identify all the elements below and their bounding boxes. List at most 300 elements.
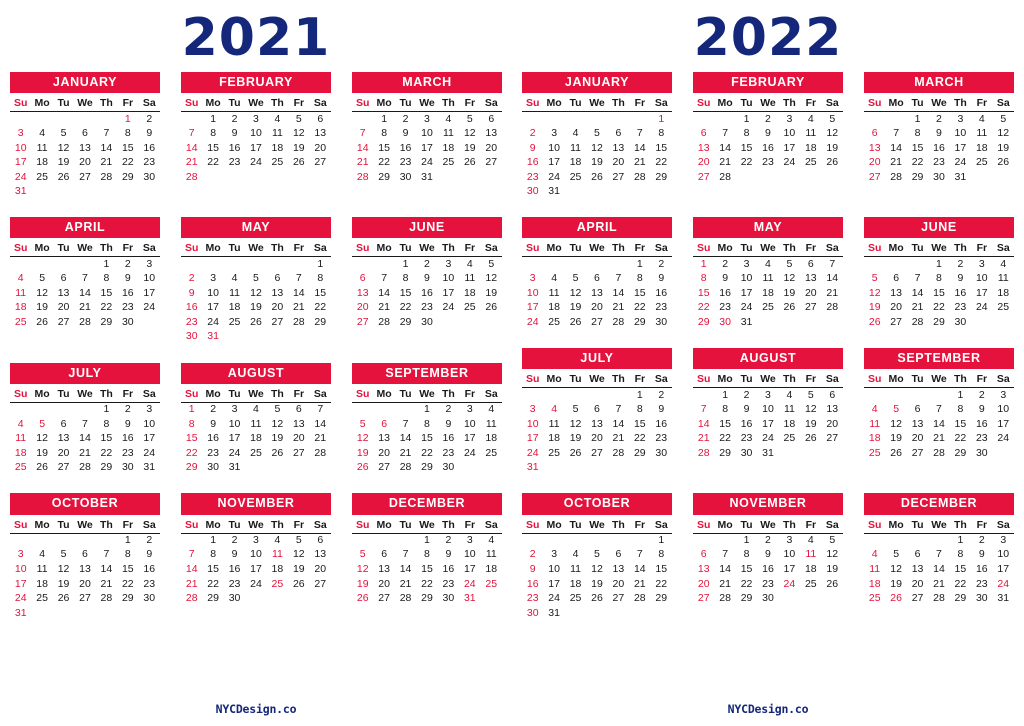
day-cell[interactable]: 12	[569, 417, 582, 430]
day-cell[interactable]: 6	[871, 127, 878, 140]
day-cell[interactable]: 4	[978, 112, 985, 125]
day-cell[interactable]: 25	[804, 577, 817, 590]
day-cell[interactable]: 11	[485, 417, 497, 430]
day-cell[interactable]: 5	[488, 257, 495, 270]
day-cell[interactable]: 25	[271, 577, 284, 590]
day-cell[interactable]: 1	[957, 388, 964, 401]
day-cell[interactable]: 23	[421, 301, 433, 314]
day-cell[interactable]: 28	[911, 315, 924, 328]
day-cell[interactable]: 4	[17, 417, 24, 430]
day-cell[interactable]: 18	[14, 301, 27, 314]
day-cell[interactable]: 22	[399, 301, 412, 314]
day-cell[interactable]: 29	[421, 592, 433, 605]
day-cell[interactable]: 27	[911, 446, 924, 459]
day-cell[interactable]: 17	[954, 141, 967, 154]
day-cell[interactable]: 6	[829, 388, 836, 401]
day-cell[interactable]: 16	[121, 286, 134, 299]
day-cell[interactable]: 23	[975, 577, 988, 590]
day-cell[interactable]: 10	[207, 286, 219, 299]
day-cell[interactable]: 27	[356, 315, 369, 328]
day-cell[interactable]: 2	[765, 112, 771, 125]
day-cell[interactable]: 31	[954, 170, 967, 183]
day-cell[interactable]: 25	[783, 432, 796, 445]
day-cell[interactable]: 4	[445, 112, 452, 125]
day-cell[interactable]: 17	[548, 156, 560, 169]
day-cell[interactable]: 14	[612, 286, 625, 299]
day-cell[interactable]: 11	[548, 286, 560, 299]
day-cell[interactable]: 2	[978, 533, 985, 546]
day-cell[interactable]: 26	[485, 301, 498, 314]
day-cell[interactable]: 14	[314, 417, 327, 430]
day-cell[interactable]: 17	[207, 301, 219, 314]
day-cell[interactable]: 30	[762, 592, 774, 605]
day-cell[interactable]: 1	[210, 533, 217, 546]
day-cell[interactable]: 16	[421, 286, 433, 299]
day-cell[interactable]: 20	[697, 156, 710, 169]
day-cell[interactable]: 6	[60, 417, 67, 430]
day-cell[interactable]: 25	[463, 301, 476, 314]
day-cell[interactable]: 31	[548, 606, 560, 619]
day-cell[interactable]: 5	[829, 112, 836, 125]
day-cell[interactable]: 11	[15, 286, 27, 299]
day-cell[interactable]: 20	[911, 432, 924, 445]
day-cell[interactable]: 26	[356, 592, 369, 605]
day-cell[interactable]: 16	[228, 562, 241, 575]
day-cell[interactable]: 25	[485, 577, 498, 590]
day-cell[interactable]: 29	[655, 592, 668, 605]
day-cell[interactable]: 6	[295, 403, 302, 416]
day-cell[interactable]: 8	[210, 548, 217, 561]
day-cell[interactable]: 31	[463, 592, 476, 605]
day-cell[interactable]: 31	[740, 315, 753, 328]
day-cell[interactable]: 19	[485, 286, 498, 299]
day-cell[interactable]: 25	[485, 446, 498, 459]
day-cell[interactable]: 19	[890, 577, 902, 590]
day-cell[interactable]: 9	[445, 417, 452, 430]
day-cell[interactable]: 28	[185, 170, 198, 183]
day-cell[interactable]: 28	[79, 461, 91, 474]
day-cell[interactable]: 6	[82, 548, 88, 561]
day-cell[interactable]: 15	[655, 562, 668, 575]
day-cell[interactable]: 6	[594, 272, 600, 285]
day-cell[interactable]: 24	[463, 577, 476, 590]
day-cell[interactable]: 4	[871, 548, 878, 561]
day-cell[interactable]: 11	[485, 548, 497, 561]
day-cell[interactable]: 5	[1000, 112, 1007, 125]
day-cell[interactable]: 7	[317, 403, 324, 416]
day-cell[interactable]: 25	[762, 301, 774, 314]
day-cell[interactable]: 3	[551, 127, 558, 140]
day-cell[interactable]: 27	[591, 446, 603, 459]
day-cell[interactable]: 30	[740, 446, 753, 459]
day-cell[interactable]: 24	[463, 446, 476, 459]
day-cell[interactable]: 19	[868, 301, 881, 314]
day-cell[interactable]: 3	[1000, 533, 1007, 546]
day-cell[interactable]: 30	[143, 592, 156, 605]
day-cell[interactable]: 17	[526, 432, 539, 445]
day-cell[interactable]: 7	[829, 257, 836, 270]
day-cell[interactable]: 24	[548, 592, 560, 605]
day-cell[interactable]: 21	[399, 446, 412, 459]
day-cell[interactable]: 13	[292, 417, 305, 430]
day-cell[interactable]: 23	[954, 301, 967, 314]
day-cell[interactable]: 18	[804, 141, 817, 154]
day-cell[interactable]: 25	[569, 170, 582, 183]
day-cell[interactable]: 21	[79, 446, 91, 459]
day-cell[interactable]: 23	[121, 301, 134, 314]
day-cell[interactable]: 6	[381, 548, 388, 561]
day-cell[interactable]: 25	[14, 315, 27, 328]
day-cell[interactable]: 2	[743, 388, 750, 401]
day-cell[interactable]: 11	[805, 548, 817, 561]
day-cell[interactable]: 23	[762, 577, 774, 590]
day-cell[interactable]: 13	[57, 432, 70, 445]
day-cell[interactable]: 8	[424, 417, 430, 430]
day-cell[interactable]: 24	[783, 577, 796, 590]
day-cell[interactable]: 19	[356, 577, 369, 590]
day-cell[interactable]: 2	[124, 403, 131, 416]
day-cell[interactable]: 2	[445, 403, 452, 416]
day-cell[interactable]: 17	[250, 562, 262, 575]
day-cell[interactable]: 1	[957, 533, 964, 546]
day-cell[interactable]: 11	[464, 272, 476, 285]
day-cell[interactable]: 9	[124, 272, 131, 285]
day-cell[interactable]: 14	[356, 141, 369, 154]
day-cell[interactable]: 30	[526, 606, 539, 619]
day-cell[interactable]: 5	[274, 403, 281, 416]
day-cell[interactable]: 25	[997, 301, 1010, 314]
day-cell[interactable]: 12	[997, 127, 1010, 140]
day-cell[interactable]: 14	[399, 432, 412, 445]
day-cell[interactable]: 26	[463, 156, 476, 169]
day-cell[interactable]: 30	[421, 315, 433, 328]
day-cell[interactable]: 18	[783, 417, 796, 430]
day-cell[interactable]: 1	[424, 403, 430, 416]
day-cell[interactable]: 23	[121, 446, 134, 459]
day-cell[interactable]: 3	[17, 127, 24, 140]
day-cell[interactable]: 7	[402, 417, 409, 430]
day-cell[interactable]: 20	[57, 446, 70, 459]
day-cell[interactable]: 13	[79, 141, 91, 154]
day-cell[interactable]: 24	[740, 301, 753, 314]
day-cell[interactable]: 26	[57, 170, 70, 183]
day-cell[interactable]: 8	[188, 417, 195, 430]
day-cell[interactable]: 29	[399, 315, 412, 328]
day-cell[interactable]: 7	[103, 127, 110, 140]
day-cell[interactable]: 14	[933, 562, 945, 575]
day-cell[interactable]: 22	[655, 156, 668, 169]
day-cell[interactable]: 19	[569, 301, 582, 314]
day-cell[interactable]: 31	[762, 446, 774, 459]
day-cell[interactable]: 13	[911, 417, 924, 430]
day-cell[interactable]: 6	[488, 112, 495, 125]
day-cell[interactable]: 26	[271, 446, 284, 459]
day-cell[interactable]: 21	[612, 432, 625, 445]
day-cell[interactable]: 4	[253, 403, 259, 416]
day-cell[interactable]: 11	[783, 403, 795, 416]
day-cell[interactable]: 4	[274, 533, 281, 546]
day-cell[interactable]: 29	[933, 315, 945, 328]
day-cell[interactable]: 4	[39, 548, 46, 561]
day-cell[interactable]: 1	[188, 403, 195, 416]
day-cell[interactable]: 13	[612, 141, 625, 154]
day-cell[interactable]: 31	[14, 606, 27, 619]
day-cell[interactable]: 17	[740, 286, 753, 299]
day-cell[interactable]: 5	[594, 548, 600, 561]
day-cell[interactable]: 26	[292, 156, 305, 169]
day-cell[interactable]: 10	[250, 127, 262, 140]
day-cell[interactable]: 19	[292, 562, 305, 575]
day-cell[interactable]: 25	[804, 156, 817, 169]
day-cell[interactable]: 13	[911, 562, 924, 575]
day-cell[interactable]: 22	[954, 432, 967, 445]
day-cell[interactable]: 15	[740, 562, 753, 575]
day-cell[interactable]: 20	[826, 417, 839, 430]
day-cell[interactable]: 24	[954, 156, 967, 169]
day-cell[interactable]: 16	[442, 562, 455, 575]
day-cell[interactable]: 5	[594, 127, 600, 140]
day-cell[interactable]: 26	[356, 461, 369, 474]
day-cell[interactable]: 9	[765, 548, 771, 561]
day-cell[interactable]: 3	[210, 272, 217, 285]
day-cell[interactable]: 31	[421, 170, 433, 183]
day-cell[interactable]: 23	[442, 446, 455, 459]
day-cell[interactable]: 31	[143, 461, 156, 474]
day-cell[interactable]: 3	[146, 403, 153, 416]
day-cell[interactable]: 4	[39, 127, 46, 140]
day-cell[interactable]: 9	[146, 548, 153, 561]
day-cell[interactable]: 20	[612, 156, 625, 169]
day-cell[interactable]: 22	[911, 156, 924, 169]
day-cell[interactable]: 1	[722, 388, 729, 401]
day-cell[interactable]: 13	[356, 286, 369, 299]
day-cell[interactable]: 22	[121, 156, 134, 169]
day-cell[interactable]: 26	[591, 170, 603, 183]
day-cell[interactable]: 17	[762, 417, 774, 430]
day-cell[interactable]: 15	[633, 417, 646, 430]
day-cell[interactable]: 16	[143, 562, 156, 575]
day-cell[interactable]: 8	[957, 403, 964, 416]
day-cell[interactable]: 27	[57, 315, 70, 328]
day-cell[interactable]: 16	[121, 432, 134, 445]
day-cell[interactable]: 12	[868, 286, 881, 299]
day-cell[interactable]: 27	[485, 156, 498, 169]
day-cell[interactable]: 6	[82, 127, 88, 140]
day-cell[interactable]: 25	[36, 592, 48, 605]
day-cell[interactable]: 6	[914, 548, 921, 561]
day-cell[interactable]: 25	[548, 446, 560, 459]
day-cell[interactable]: 10	[548, 562, 560, 575]
day-cell[interactable]: 12	[36, 286, 48, 299]
day-cell[interactable]: 1	[936, 257, 942, 270]
day-cell[interactable]: 6	[700, 127, 707, 140]
day-cell[interactable]: 4	[807, 112, 814, 125]
day-cell[interactable]: 17	[975, 286, 988, 299]
day-cell[interactable]: 3	[743, 257, 750, 270]
day-cell[interactable]: 20	[292, 432, 305, 445]
day-cell[interactable]: 4	[765, 257, 771, 270]
day-cell[interactable]: 18	[271, 562, 284, 575]
day-cell[interactable]: 9	[124, 417, 131, 430]
day-cell[interactable]: 24	[762, 432, 774, 445]
day-cell[interactable]: 28	[399, 592, 412, 605]
day-cell[interactable]: 2	[402, 112, 409, 125]
day-cell[interactable]: 27	[804, 301, 817, 314]
day-cell[interactable]: 14	[933, 417, 945, 430]
day-cell[interactable]: 27	[314, 577, 327, 590]
day-cell[interactable]: 24	[442, 301, 455, 314]
day-cell[interactable]: 2	[146, 533, 153, 546]
day-cell[interactable]: 8	[658, 127, 665, 140]
day-cell[interactable]: 9	[658, 272, 665, 285]
day-cell[interactable]: 19	[356, 446, 369, 459]
day-cell[interactable]: 23	[228, 156, 241, 169]
day-cell[interactable]: 8	[743, 127, 750, 140]
day-cell[interactable]: 18	[569, 156, 582, 169]
day-cell[interactable]: 30	[526, 185, 539, 198]
day-cell[interactable]: 21	[100, 577, 113, 590]
day-cell[interactable]: 3	[466, 533, 473, 546]
day-cell[interactable]: 16	[740, 417, 753, 430]
day-cell[interactable]: 16	[762, 562, 774, 575]
day-cell[interactable]: 11	[271, 127, 283, 140]
day-cell[interactable]: 11	[570, 562, 581, 575]
day-cell[interactable]: 12	[591, 141, 603, 154]
day-cell[interactable]: 21	[356, 156, 369, 169]
day-cell[interactable]: 12	[271, 417, 284, 430]
day-cell[interactable]: 15	[933, 286, 945, 299]
day-cell[interactable]: 4	[488, 403, 495, 416]
day-cell[interactable]: 2	[210, 403, 217, 416]
day-cell[interactable]: 10	[463, 417, 476, 430]
day-cell[interactable]: 8	[103, 417, 110, 430]
day-cell[interactable]: 21	[890, 156, 902, 169]
day-cell[interactable]: 28	[697, 446, 710, 459]
day-cell[interactable]: 21	[719, 577, 731, 590]
day-cell[interactable]: 13	[697, 141, 710, 154]
day-cell[interactable]: 21	[826, 286, 839, 299]
day-cell[interactable]: 30	[207, 461, 219, 474]
day-cell[interactable]: 30	[719, 315, 731, 328]
day-cell[interactable]: 11	[229, 286, 240, 299]
day-cell[interactable]: 2	[722, 257, 729, 270]
day-cell[interactable]: 14	[100, 141, 113, 154]
day-cell[interactable]: 11	[15, 432, 27, 445]
day-cell[interactable]: 20	[378, 577, 390, 590]
day-cell[interactable]: 10	[526, 286, 539, 299]
day-cell[interactable]: 9	[231, 127, 238, 140]
day-cell[interactable]: 7	[615, 272, 622, 285]
day-cell[interactable]: 5	[786, 257, 793, 270]
day-cell[interactable]: 16	[655, 286, 668, 299]
day-cell[interactable]: 25	[868, 446, 881, 459]
day-cell[interactable]: 5	[871, 272, 878, 285]
day-cell[interactable]: 9	[210, 417, 217, 430]
day-cell[interactable]: 7	[722, 127, 729, 140]
day-cell[interactable]: 15	[121, 562, 134, 575]
day-cell[interactable]: 17	[548, 577, 560, 590]
day-cell[interactable]: 22	[314, 301, 327, 314]
day-cell[interactable]: 7	[700, 403, 707, 416]
day-cell[interactable]: 29	[421, 461, 433, 474]
day-cell[interactable]: 23	[975, 432, 988, 445]
day-cell[interactable]: 9	[402, 127, 409, 140]
day-cell[interactable]: 18	[228, 301, 241, 314]
day-cell[interactable]: 25	[14, 461, 27, 474]
day-cell[interactable]: 19	[890, 432, 902, 445]
day-cell[interactable]: 20	[378, 446, 390, 459]
day-cell[interactable]: 7	[722, 548, 729, 561]
day-cell[interactable]: 17	[228, 432, 241, 445]
day-cell[interactable]: 20	[612, 577, 625, 590]
day-cell[interactable]: 18	[271, 141, 284, 154]
day-cell[interactable]: 22	[954, 577, 967, 590]
day-cell[interactable]: 20	[314, 562, 327, 575]
day-cell[interactable]: 24	[14, 592, 27, 605]
day-cell[interactable]: 4	[274, 112, 281, 125]
day-cell[interactable]: 14	[633, 562, 646, 575]
day-cell[interactable]: 28	[933, 592, 945, 605]
day-cell[interactable]: 7	[636, 548, 643, 561]
day-cell[interactable]: 8	[317, 272, 324, 285]
day-cell[interactable]: 17	[783, 141, 796, 154]
day-cell[interactable]: 18	[762, 286, 774, 299]
day-cell[interactable]: 7	[914, 272, 921, 285]
day-cell[interactable]: 16	[399, 141, 412, 154]
day-cell[interactable]: 16	[762, 141, 774, 154]
day-cell[interactable]: 24	[14, 170, 27, 183]
day-cell[interactable]: 10	[997, 548, 1010, 561]
day-cell[interactable]: 14	[890, 141, 902, 154]
day-cell[interactable]: 4	[488, 533, 495, 546]
day-cell[interactable]: 27	[378, 461, 390, 474]
day-cell[interactable]: 8	[381, 127, 388, 140]
day-cell[interactable]: 8	[936, 272, 942, 285]
day-cell[interactable]: 16	[954, 286, 967, 299]
day-cell[interactable]: 15	[633, 286, 646, 299]
day-cell[interactable]: 30	[399, 170, 412, 183]
day-cell[interactable]: 2	[765, 533, 771, 546]
day-cell[interactable]: 5	[39, 417, 46, 430]
day-cell[interactable]: 28	[933, 446, 945, 459]
day-cell[interactable]: 3	[529, 272, 536, 285]
day-cell[interactable]: 2	[957, 257, 964, 270]
day-cell[interactable]: 10	[250, 548, 262, 561]
day-cell[interactable]: 10	[548, 141, 560, 154]
day-cell[interactable]: 28	[399, 461, 412, 474]
day-cell[interactable]: 24	[997, 432, 1010, 445]
day-cell[interactable]: 26	[890, 446, 902, 459]
day-cell[interactable]: 18	[868, 432, 881, 445]
day-cell[interactable]: 28	[292, 315, 305, 328]
day-cell[interactable]: 1	[700, 257, 707, 270]
day-cell[interactable]: 10	[442, 272, 455, 285]
day-cell[interactable]: 9	[231, 548, 238, 561]
day-cell[interactable]: 6	[381, 417, 388, 430]
day-cell[interactable]: 3	[17, 548, 24, 561]
day-cell[interactable]: 3	[1000, 388, 1007, 401]
day-cell[interactable]: 15	[314, 286, 327, 299]
day-cell[interactable]: 3	[957, 112, 964, 125]
day-cell[interactable]: 3	[466, 403, 473, 416]
day-cell[interactable]: 18	[975, 141, 988, 154]
day-cell[interactable]: 20	[868, 156, 881, 169]
day-cell[interactable]: 7	[103, 548, 110, 561]
day-cell[interactable]: 19	[57, 156, 70, 169]
day-cell[interactable]: 1	[636, 257, 643, 270]
day-cell[interactable]: 9	[529, 141, 536, 154]
day-cell[interactable]: 13	[485, 127, 498, 140]
